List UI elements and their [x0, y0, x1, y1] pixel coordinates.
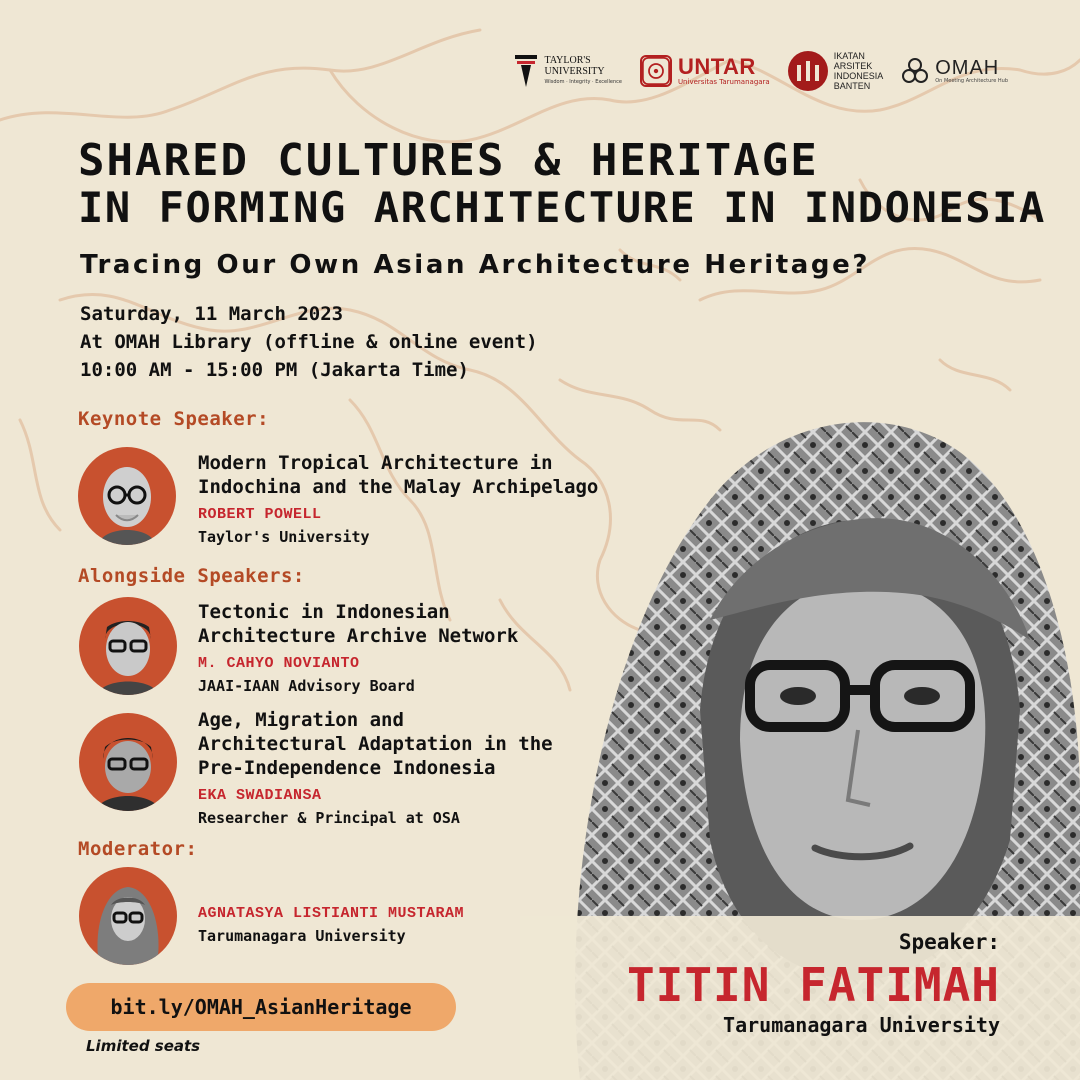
avatar-portrait-icon — [79, 713, 177, 811]
taylors-university-logo — [513, 51, 622, 91]
moderator-affiliation: Tarumanagara University — [198, 927, 406, 945]
untar-emblem-icon — [640, 55, 672, 87]
event-subtitle: Tracing Our Own Asian Architecture Heritage? — [80, 250, 871, 280]
moderator-name: AGNATASYA LISTIANTI MUSTARAM — [198, 905, 465, 922]
talk-title-line: Architectural Adaptation in the — [198, 733, 553, 755]
main-speaker-affiliation: Tarumanagara University — [723, 1013, 1000, 1037]
untar-logo-full: Universitas Tarumanagara — [677, 78, 770, 86]
event-venue: At OMAH Library (offline & online event) — [80, 331, 538, 353]
event-title — [78, 135, 1046, 232]
taylors-logo-line1: TAYLOR'S — [544, 54, 591, 66]
talk-title-line: Modern Tropical Architecture in — [198, 452, 553, 474]
speaker-affiliation: Researcher & Principal at OSA — [198, 809, 460, 827]
speaker-name: M. CAHYO NOVIANTO — [198, 655, 360, 672]
taylors-crest-icon — [513, 51, 539, 91]
talk-title-line: Age, Migration and — [198, 709, 404, 731]
avatar-portrait-icon — [78, 447, 176, 545]
title-line2: IN FORMING ARCHITECTURE IN INDONESIA — [78, 183, 1046, 232]
avatar-portrait-icon — [79, 597, 177, 695]
main-speaker-label: Speaker: — [898, 930, 1000, 954]
untar-logo — [640, 55, 770, 87]
speaker-name: ROBERT POWELL — [198, 506, 322, 523]
cahyo-novianto-avatar — [79, 597, 177, 695]
robert-powell-avatar — [78, 447, 176, 545]
speaker-affiliation: Taylor's University — [198, 528, 370, 546]
keynote-heading: Keynote Speaker: — [78, 408, 270, 430]
iai-line4: BANTEN — [833, 81, 871, 91]
limited-seats-note: Limited seats — [86, 1037, 201, 1055]
talk-title-line: Pre-Independence Indonesia — [198, 757, 496, 779]
alongside-talk-1 — [198, 600, 678, 695]
talk-title-line: Indochina and the Malay Archipelago — [198, 476, 599, 498]
alongside-heading: Alongside Speakers: — [78, 565, 305, 587]
omah-logo — [901, 57, 1008, 85]
partner-logos — [513, 46, 1008, 96]
talk-title-line: Tectonic in Indonesian — [198, 601, 450, 623]
speaker-name: EKA SWADIANSA — [198, 787, 322, 804]
iai-line3: INDONESIA — [833, 71, 884, 81]
speaker-affiliation: JAAI-IAAN Advisory Board — [198, 677, 415, 695]
main-speaker-name: TITIN FATIMAH — [626, 958, 1000, 1012]
iai-line2: ARSITEK — [833, 61, 873, 71]
eka-swadiansa-avatar — [79, 713, 177, 811]
omah-logo-sub: On Meeting Architecture Hub — [935, 78, 1008, 84]
registration-link[interactable]: bit.ly/OMAH_AsianHeritage — [66, 983, 456, 1031]
taylors-logo-line2: UNIVERSITY — [544, 65, 605, 77]
keynote-talk — [198, 451, 678, 546]
event-date: Saturday, 11 March 2023 — [80, 303, 344, 325]
omah-knot-icon — [901, 57, 929, 85]
talk-title-line: Architecture Archive Network — [198, 625, 519, 647]
iai-banten-logo — [788, 51, 884, 91]
iai-emblem-icon — [788, 51, 828, 91]
untar-logo-name: UNTAR — [677, 54, 756, 79]
event-details — [80, 300, 538, 384]
avatar-portrait-icon — [79, 867, 177, 965]
taylors-tagline: Wisdom · Integrity · Excellence — [544, 78, 622, 85]
omah-logo-name: OMAH — [935, 57, 1000, 79]
title-line1: SHARED CULTURES & HERITAGE — [78, 135, 819, 186]
event-time: 10:00 AM - 15:00 PM (Jakarta Time) — [80, 359, 469, 381]
alongside-talk-2 — [198, 708, 678, 827]
moderator-heading: Moderator: — [78, 838, 198, 860]
iai-line1: IKATAN — [833, 51, 865, 61]
moderator-avatar — [79, 867, 177, 965]
